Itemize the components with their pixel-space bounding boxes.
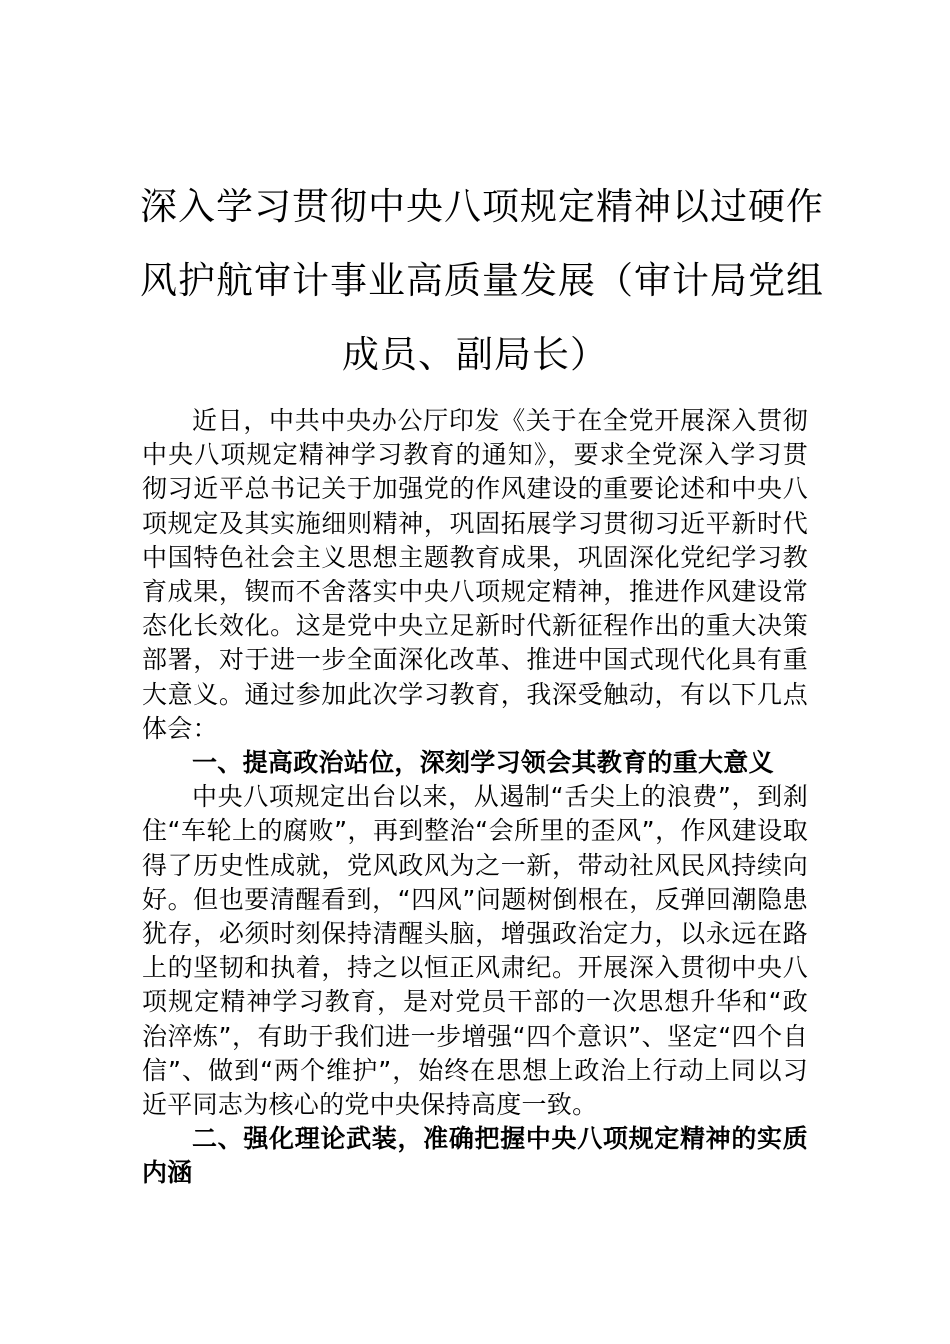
title-line-3: 成员、副局长） (342, 333, 608, 376)
title-line-1: 深入学习贯彻中央八项规定精神以过硬作 (140, 185, 824, 228)
title-line-2: 风护航审计事业高质量发展（审计局党组 (140, 259, 824, 302)
section-heading-2: 二、强化理论武装，准确把握中央八项规定精神的实质内涵 (142, 1124, 808, 1188)
document-body (142, 404, 808, 1191)
paragraph-section-1: 中央八项规定出台以来，从遏制“舌尖上的浪费”，到刹住“车轮上的腐败”，再到整治“会所里的歪风”，作风建设取得了历史性成就，党风政风为之一新，带动社风民风持续向好。但也要清醒看到，“四风”问题树倒根在，反弹回潮隐患犹存，必须时刻保持清醒头脑，增强政治定力，以永远在路上的坚韧和执着，持之以恒正风肃纪。开展深入贯彻中央八项规定精神学习教育，是对党员干部的一次思想升华和“政治淬炼”，有助于我们进一步增强“四个意识”、坚定“四个自信”、做到“两个维护”，始终在思想上政治上行动上同以习近平同志为核心的党中央保持高度一致。 (142, 782, 808, 1120)
section-heading-1: 一、提高政治站位，深刻学习领会其教育的重大意义 (192, 748, 774, 778)
document-title (140, 170, 824, 392)
paragraph-intro: 近日，中共中央办公厅印发《关于在全党开展深入贯彻中央八项规定精神学习教育的通知》，要求全党深入学习贯彻习近平总书记关于加强党的作风建设的重要论述和中央八项规定及其实施细则精神，巩固拓展学习贯彻习近平新时代中国特色社会主义思想主题教育成果，巩固深化党纪学习教育成果，锲而不舍落实中央八项规定精神，推进作风建设常态化长效化。这是党中央立足新时代新征程作出的重大决策部署，对于进一步全面深化改革、推进中国式现代化具有重大意义。通过参加此次学习教育，我深受触动，有以下几点体会： (142, 406, 808, 743)
